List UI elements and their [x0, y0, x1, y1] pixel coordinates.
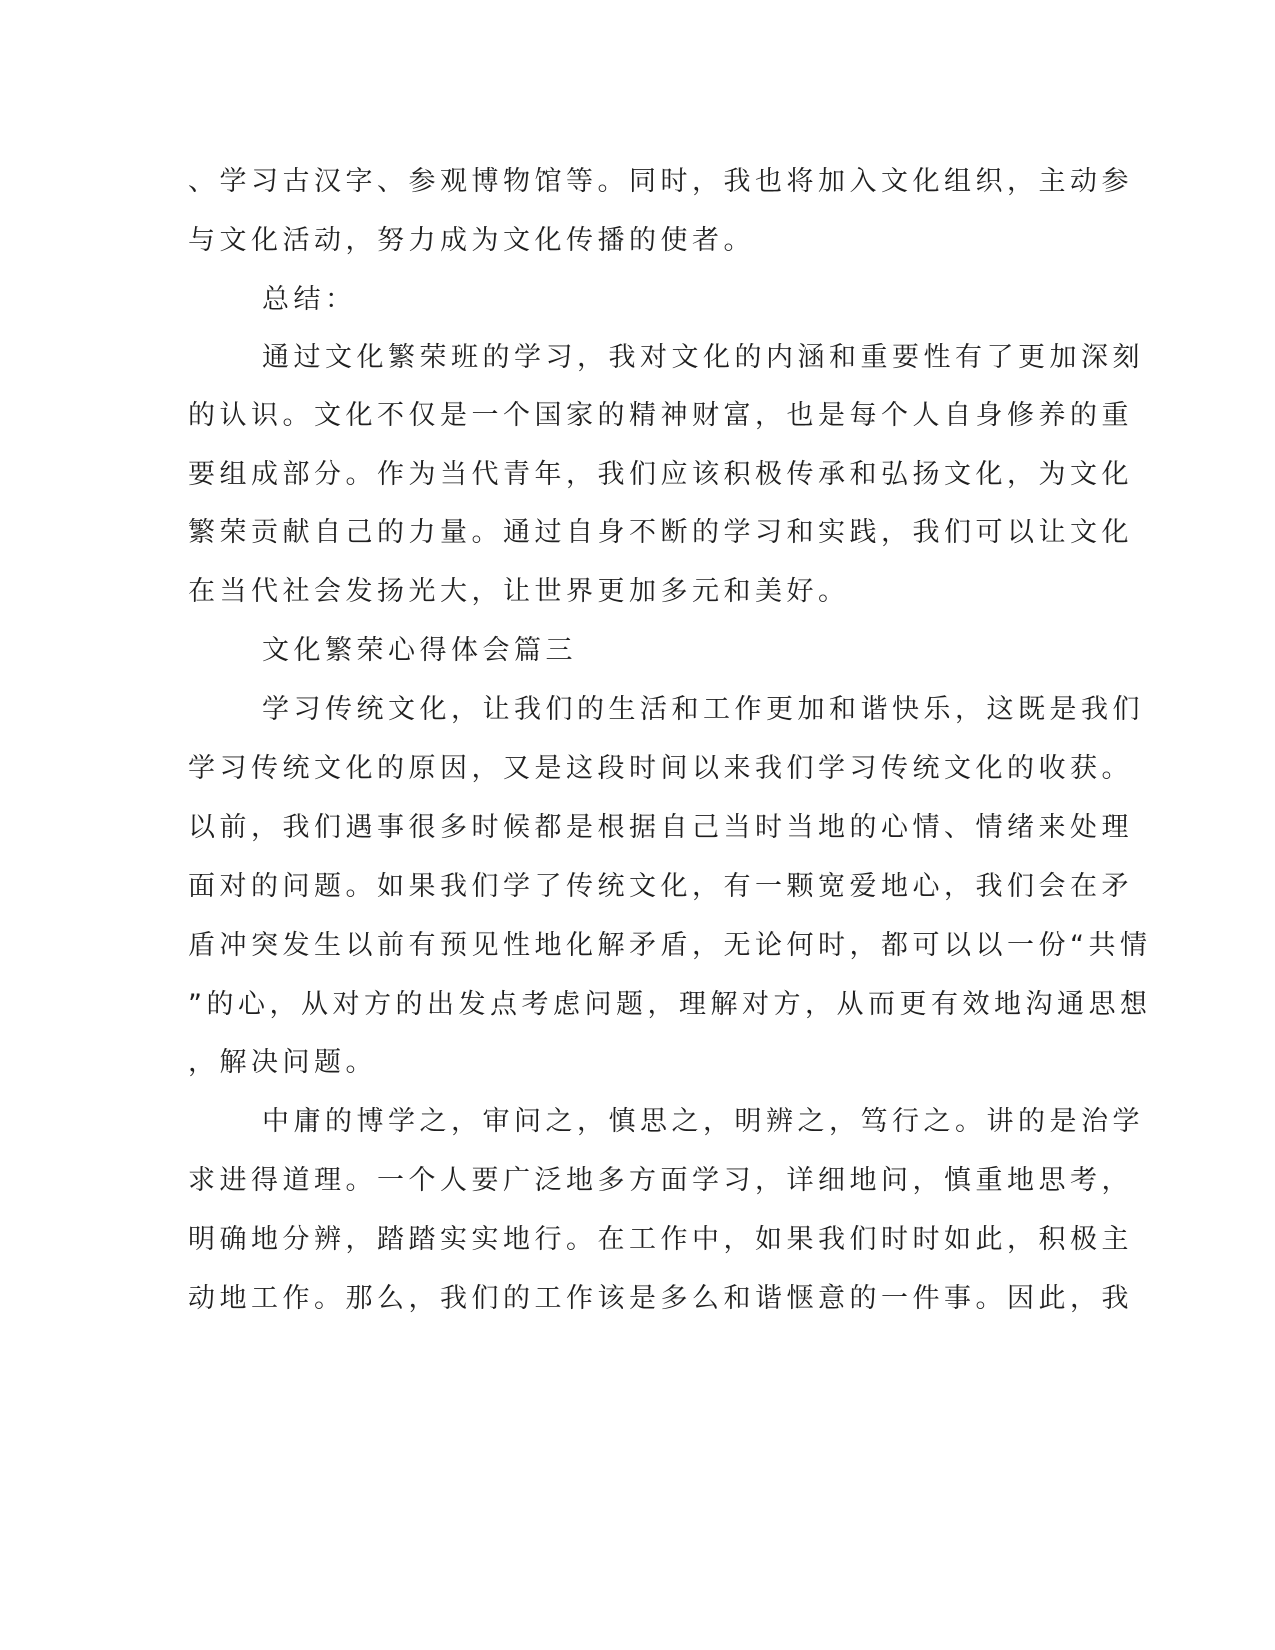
text-line: 学习传统文化，让我们的生活和工作更加和谐快乐，这既是我们	[262, 694, 1144, 725]
text-line: 以前，我们遇事很多时候都是根据自己当时当地的心情、情绪来处理	[188, 812, 1133, 843]
text-line: ，解决问题。	[188, 1047, 377, 1078]
text-line: 中庸的博学之，审问之，慎思之，明辨之，笃行之。讲的是治学	[262, 1106, 1144, 1137]
text-line: 求进得道理。一个人要广泛地多方面学习，详细地问，慎重地思考，	[188, 1165, 1133, 1196]
text-line: 、学习古汉字、参观博物馆等。同时，我也将加入文化组织，主动参	[188, 166, 1133, 197]
text-line: 在当代社会发扬光大，让世界更加多元和美好。	[188, 576, 850, 607]
text-line: 动地工作。那么，我们的工作该是多么和谐惬意的一件事。因此，我	[188, 1283, 1133, 1314]
text-line: 的认识。文化不仅是一个国家的精神财富，也是每个人自身修养的重	[188, 400, 1133, 431]
text-line: 与文化活动，努力成为文化传播的使者。	[188, 225, 755, 256]
text-line: 明确地分辨，踏踏实实地行。在工作中，如果我们时时如此，积极主	[188, 1224, 1133, 1255]
text-line: ”的心，从对方的出发点考虑问题，理解对方，从而更有效地沟通思想	[188, 989, 1152, 1020]
section-heading: 总结：	[262, 284, 357, 315]
text-line: 通过文化繁荣班的学习，我对文化的内涵和重要性有了更加深刻	[262, 342, 1144, 373]
text-line: 学习传统文化的原因，又是这段时间以来我们学习传统文化的收获。	[188, 753, 1133, 784]
text-line: 面对的问题。如果我们学了传统文化，有一颗宽爱地心，我们会在矛	[188, 871, 1133, 902]
text-line: 要组成部分。作为当代青年，我们应该积极传承和弘扬文化，为文化	[188, 459, 1133, 490]
text-line: 盾冲突发生以前有预见性地化解矛盾，无论何时，都可以以一份“共情	[188, 930, 1152, 961]
section-heading: 文化繁荣心得体会篇三	[262, 635, 577, 666]
text-line: 繁荣贡献自己的力量。通过自身不断的学习和实践，我们可以让文化	[188, 517, 1133, 548]
